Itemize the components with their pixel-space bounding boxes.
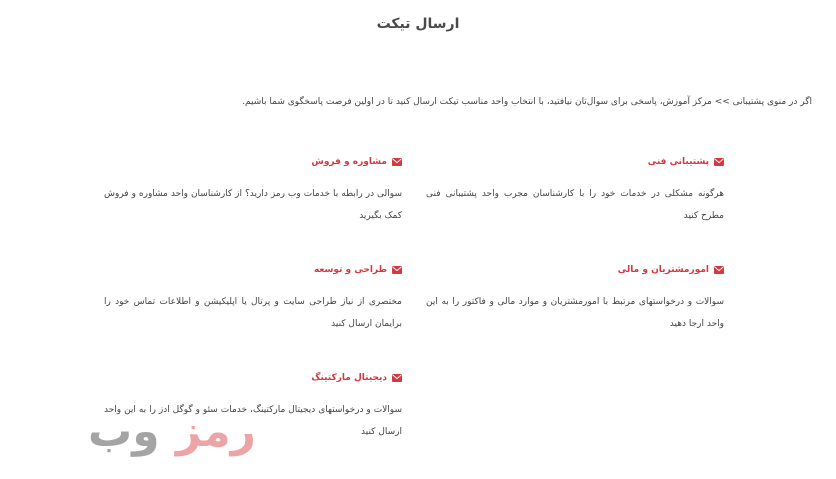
- department-link-customer-finance[interactable]: [426, 263, 724, 277]
- envelope-icon: [392, 158, 402, 166]
- envelope-icon: [392, 266, 402, 274]
- department-description: مختصری از نیاز طراحی سایت و پرتال یا اپلیکیشن و اطلاعات تماس خود را برایمان ارسال کنید: [104, 297, 402, 329]
- department-title: دیجیتال مارکتینگ: [311, 373, 387, 383]
- department-title: مشاوره و فروش: [311, 157, 387, 167]
- department-link-digital-marketing[interactable]: [104, 371, 402, 385]
- envelope-icon: [714, 266, 724, 274]
- department-title: طراحی و توسعه: [313, 265, 387, 275]
- department-link-technical-support[interactable]: [426, 155, 724, 169]
- department-card-sales: [104, 155, 402, 263]
- envelope-icon: [392, 374, 402, 382]
- department-card-spacer: [426, 371, 724, 479]
- svg-text:وب: وب: [88, 406, 160, 457]
- department-link-sales[interactable]: [104, 155, 402, 169]
- page-title: ارسال تیکت: [376, 16, 460, 32]
- department-description: سوالات و درخواستهای دیجیتال مارکتینگ، خدمات سئو و گوگل ادز را به این واحد ارسال کنید: [104, 405, 402, 437]
- department-link-design-development[interactable]: [104, 263, 402, 277]
- department-card-design-development: [104, 263, 402, 371]
- svg-text:رمز: رمز: [176, 406, 256, 457]
- intro-text: اگر در منوی پشتیبانی >> مرکز آموزش، پاسخی برای سوال‌تان نیافتید، با انتخاب واحد مناسب تیکت ارسال کنید تا در اولین فرصت پاسخگوی شما باشیم.: [242, 97, 812, 107]
- envelope-icon: [714, 158, 724, 166]
- department-card-customer-finance: [426, 263, 724, 371]
- department-title: پشتیبانی فنی: [647, 157, 709, 167]
- department-title: امورمشتریان و مالی: [617, 265, 709, 275]
- department-card-technical-support: [426, 155, 724, 263]
- department-description: سوالی در رابطه با خدمات وب رمز دارید؟ از کارشناسان واحد مشاوره و فروش کمک بگیرید: [104, 189, 402, 221]
- department-description: سوالات و درخواستهای مرتبط با امورمشتریان و موارد مالی و فاکتور را به این واحد ارجا دهید: [426, 297, 724, 329]
- department-description: هرگونه مشکلی در خدمات خود را با کارشناسان مجرب واحد پشتیبانی فنی مطرح کنید: [426, 189, 724, 221]
